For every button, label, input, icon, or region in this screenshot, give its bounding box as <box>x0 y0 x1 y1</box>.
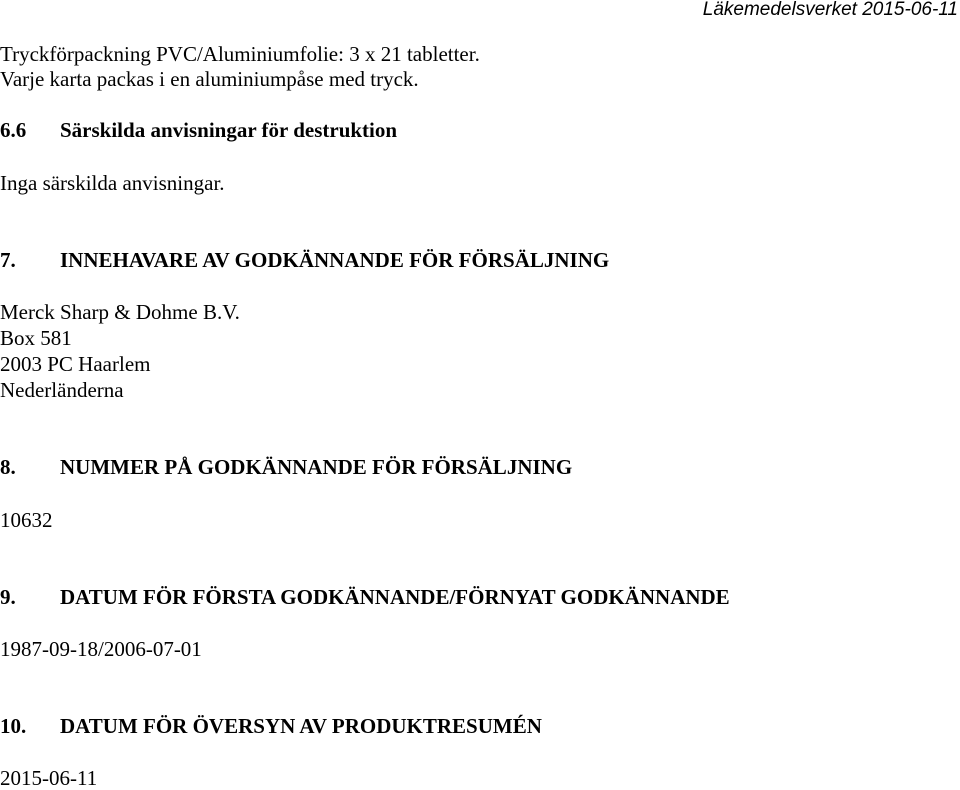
section-6-6-number: 6.6 <box>0 118 27 142</box>
address-line-2: Box 581 <box>0 326 72 350</box>
document-header: Läkemedelsverket 2015-06-11 <box>702 0 958 20</box>
section-8-title: NUMMER PÅ GODKÄNNANDE FÖR FÖRSÄLJNING <box>60 455 573 479</box>
section-10-title: DATUM FÖR ÖVERSYN AV PRODUKTRESUMÉN <box>60 714 542 738</box>
address-line-4: Nederländerna <box>0 378 124 402</box>
section-9-title: DATUM FÖR FÖRSTA GODKÄNNANDE/FÖRNYAT GODKÄNNANDE <box>60 585 730 609</box>
section-10-number: 10. <box>0 714 27 738</box>
section-7-heading <box>0 250 609 271</box>
section-9-body: 1987-09-18/2006-07-01 <box>0 637 202 661</box>
section-6-6-heading <box>0 120 397 141</box>
section-10-heading <box>0 716 542 737</box>
section-9-number: 9. <box>0 585 16 609</box>
packaging-line-2: Varje karta packas i en aluminiumpåse med tryck. <box>0 67 419 91</box>
section-10-body: 2015-06-11 <box>0 766 98 790</box>
packaging-line-1: Tryckförpackning PVC/Aluminiumfolie: 3 x 21 tabletter. <box>0 42 480 66</box>
section-9-heading <box>0 587 730 608</box>
section-6-6-body: Inga särskilda anvisningar. <box>0 171 225 195</box>
section-8-body: 10632 <box>0 508 53 532</box>
address-line-3: 2003 PC Haarlem <box>0 352 151 376</box>
section-7-title: INNEHAVARE AV GODKÄNNANDE FÖR FÖRSÄLJNING <box>60 248 610 272</box>
address-line-1: Merck Sharp & Dohme B.V. <box>0 300 240 324</box>
section-7-number: 7. <box>0 248 16 272</box>
section-8-heading <box>0 457 572 478</box>
section-6-6-title: Särskilda anvisningar för destruktion <box>60 118 398 142</box>
section-8-number: 8. <box>0 455 16 479</box>
